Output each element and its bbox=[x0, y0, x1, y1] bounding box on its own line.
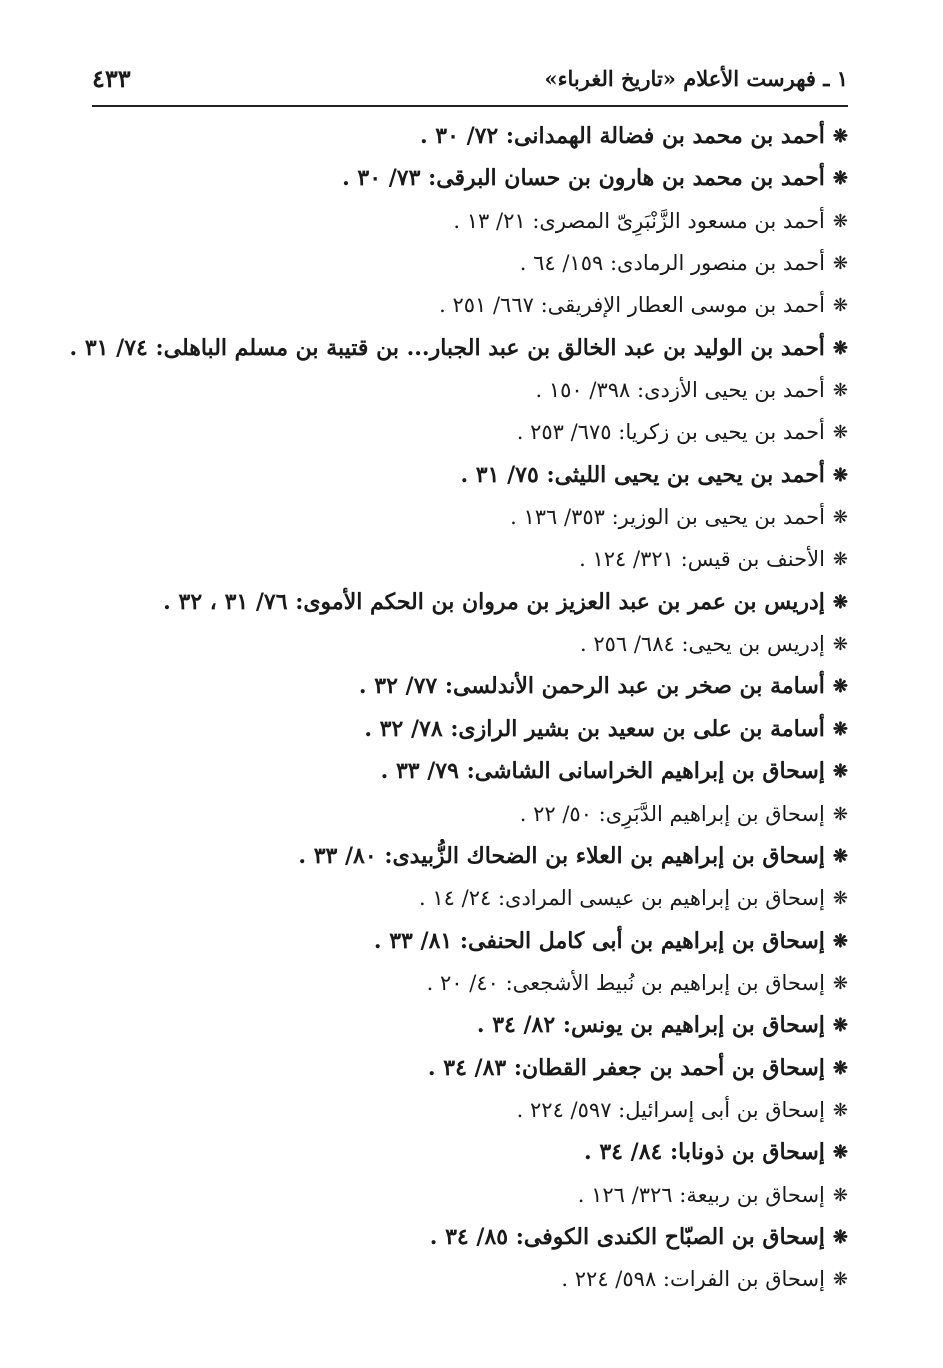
index-entry bbox=[88, 877, 848, 919]
index-entry bbox=[88, 708, 848, 750]
entry-name: إسحاق بن إبراهيم بن يونس: bbox=[562, 1012, 825, 1039]
asterisk-icon: ❋ bbox=[832, 210, 848, 232]
entry-name: إسحاق بن إبراهيم بن العلاء بن الضحاك الزُّبيدى: bbox=[384, 842, 825, 869]
entry-references: ٣٢١/ ١٢٤ . bbox=[579, 547, 674, 572]
entry-name: أحمد بن محمد بن هارون بن حسان البرقى: bbox=[428, 165, 825, 192]
asterisk-icon: ❋ bbox=[832, 253, 848, 275]
entry-name: أحمد بن مسعود الزَّنْبَرِىّ المصرى: bbox=[532, 208, 825, 233]
asterisk-icon: ❋ bbox=[832, 1269, 848, 1291]
entry-references: ٧٦/ ٣١ ، ٣٢ . bbox=[163, 588, 288, 615]
entry-references: ٧٢/ ٣٠ . bbox=[419, 123, 499, 149]
index-entry bbox=[88, 793, 848, 835]
entry-references: ٧٩/ ٣٣ . bbox=[380, 758, 459, 785]
asterisk-icon: ❋ bbox=[832, 507, 848, 529]
entry-references: ٨٠/ ٣٣ . bbox=[298, 842, 377, 869]
entry-references: ٧٥/ ٣١ . bbox=[460, 461, 539, 488]
entry-references: ٨٣/ ٣٤ . bbox=[427, 1054, 507, 1081]
index-entry bbox=[88, 1216, 848, 1258]
index-entry bbox=[88, 454, 848, 496]
entry-name: إسحاق بن ذونابا: bbox=[670, 1139, 825, 1166]
index-entry bbox=[88, 538, 848, 580]
index-entry bbox=[88, 581, 848, 623]
asterisk-icon: ❋ bbox=[832, 761, 848, 783]
page-number: ٤٣٣ bbox=[92, 64, 131, 93]
entry-references: ٨٢/ ٣٤ . bbox=[476, 1012, 556, 1039]
asterisk-icon: ❋ bbox=[832, 1184, 848, 1206]
entry-name: إسحاق بن أحمد بن جعفر القطان: bbox=[513, 1054, 825, 1081]
entry-name: إسحاق بن الصبّاح الكندى الكوفى: bbox=[515, 1223, 825, 1250]
index-entry bbox=[88, 369, 848, 411]
asterisk-icon: ❋ bbox=[832, 803, 848, 825]
entry-name: إدريس بن عمر بن عبد العزيز بن مروان بن الحكم الأموى: bbox=[295, 588, 825, 615]
entry-references: ٣٥٣/ ١٣٦ . bbox=[510, 505, 605, 530]
index-entry bbox=[88, 157, 848, 199]
index-entry bbox=[88, 496, 848, 538]
asterisk-icon: ❋ bbox=[832, 591, 848, 613]
index-entry bbox=[88, 411, 848, 453]
entry-references: ٨١/ ٣٣ . bbox=[373, 927, 453, 954]
asterisk-icon: ❋ bbox=[832, 930, 848, 952]
asterisk-icon: ❋ bbox=[832, 1057, 848, 1079]
asterisk-icon: ❋ bbox=[832, 1142, 848, 1164]
index-entry bbox=[69, 327, 848, 369]
entry-name: إدريس بن يحيى: bbox=[681, 632, 825, 657]
asterisk-icon: ❋ bbox=[832, 464, 848, 486]
entry-name: أسامة بن على بن سعيد بن بشير الرازى: bbox=[450, 715, 825, 742]
entry-name: إسحاق بن ربيعة: bbox=[679, 1182, 825, 1207]
asterisk-icon: ❋ bbox=[832, 972, 848, 994]
asterisk-icon: ❋ bbox=[832, 888, 848, 910]
entry-references: ٧٨/ ٣٢ . bbox=[364, 715, 443, 742]
entry-name: إسحاق بن إبراهيم الخراسانى الشاشى: bbox=[466, 758, 825, 785]
entry-references: ٣٢٦/ ١٢٦ . bbox=[577, 1182, 673, 1207]
asterisk-icon: ❋ bbox=[832, 337, 848, 359]
entry-name: إسحاق بن إبراهيم بن أبى كامل الحنفى: bbox=[459, 927, 825, 954]
asterisk-icon: ❋ bbox=[832, 1099, 848, 1121]
entry-references: ٥٠/ ٢٢ . bbox=[519, 801, 592, 826]
index-entry bbox=[88, 920, 848, 962]
index-entry bbox=[88, 623, 848, 665]
asterisk-icon: ❋ bbox=[832, 295, 848, 317]
entry-references: ٣٩٨/ ١٥٠ . bbox=[535, 378, 631, 403]
index-entry bbox=[88, 750, 848, 792]
entry-name: أحمد بن يحيى الأزدى: bbox=[637, 378, 825, 403]
index-entry bbox=[88, 1047, 848, 1089]
asterisk-icon: ❋ bbox=[832, 422, 848, 444]
entry-name: إسحاق بن إبراهيم بن نُبيط الأشجعى: bbox=[505, 970, 825, 995]
entry-references: ٨٥/ ٣٤ . bbox=[429, 1223, 509, 1250]
index-entry bbox=[88, 200, 848, 242]
entry-name: إسحاق بن إبراهيم الدَّبَرِى: bbox=[598, 801, 825, 826]
asterisk-icon: ❋ bbox=[832, 845, 848, 867]
entry-references: ٤٠/ ٢٠ . bbox=[426, 970, 499, 995]
asterisk-icon: ❋ bbox=[832, 634, 848, 656]
index-entry bbox=[88, 1089, 848, 1131]
index-entry bbox=[88, 115, 848, 157]
asterisk-icon: ❋ bbox=[832, 168, 848, 190]
entry-references: ٢١/ ١٣ . bbox=[453, 208, 526, 233]
index-entry bbox=[88, 962, 848, 1004]
index-entry bbox=[88, 1258, 848, 1300]
entry-references: ٦٨٤/ ٢٥٦ . bbox=[579, 632, 675, 657]
asterisk-icon: ❋ bbox=[832, 126, 848, 147]
index-entries bbox=[69, 115, 848, 1301]
entry-name: أحمد بن منصور الرمادى: bbox=[609, 251, 825, 276]
index-entry bbox=[88, 284, 848, 326]
asterisk-icon: ❋ bbox=[832, 1015, 848, 1037]
index-entry bbox=[88, 665, 848, 707]
entry-name: أحمد بن الوليد بن عبد الخالق بن عبد الجبار... بن قتيبة بن مسلم الباهلى: bbox=[155, 334, 825, 361]
index-entry bbox=[88, 242, 848, 284]
entry-references: ٧٣/ ٣٠ . bbox=[342, 165, 421, 192]
entry-name: أحمد بن يحيى بن يحيى الليثى: bbox=[546, 461, 825, 488]
entry-name: أحمد بن يحيى بن زكريا: bbox=[618, 420, 825, 445]
entry-name: إسحاق بن أبى إسرائيل: bbox=[618, 1097, 825, 1122]
entry-references: ٦٧٥/ ٢٥٣ . bbox=[516, 420, 612, 445]
entry-name: إسحاق بن إبراهيم بن عيسى المرادى: bbox=[497, 886, 825, 911]
entry-name: أسامة بن صخر بن عبد الرحمن الأندلسى: bbox=[444, 673, 825, 700]
index-entry bbox=[88, 1174, 848, 1216]
entry-references: ١٥٩/ ٦٤ . bbox=[519, 251, 604, 276]
entry-references: ٨٤/ ٣٤ . bbox=[584, 1139, 663, 1166]
entry-name: إسحاق بن الفرات: bbox=[662, 1267, 825, 1292]
entry-references: ٥٩٧/ ٢٢٤ . bbox=[516, 1097, 612, 1122]
asterisk-icon: ❋ bbox=[832, 549, 848, 571]
asterisk-icon: ❋ bbox=[832, 1226, 848, 1248]
index-entry bbox=[88, 835, 848, 877]
asterisk-icon: ❋ bbox=[832, 380, 848, 402]
entry-references: ٥٩٨/ ٢٢٤ . bbox=[561, 1267, 657, 1292]
entry-references: ٧٤/ ٣١ . bbox=[69, 334, 148, 361]
entry-references: ٧٧/ ٣٢ . bbox=[358, 673, 438, 700]
index-entry bbox=[88, 1004, 848, 1046]
entry-name: أحمد بن موسى العطار الإفريقى: bbox=[540, 293, 825, 318]
entry-name: الأحنف بن قيس: bbox=[680, 547, 825, 572]
asterisk-icon: ❋ bbox=[832, 718, 848, 740]
entry-references: ٢٤/ ١٤ . bbox=[419, 886, 492, 911]
header-rule bbox=[92, 105, 848, 107]
index-entry bbox=[88, 1131, 848, 1173]
running-title: ١ ـ فهرست الأعلام «تاريخ الغرباء» bbox=[544, 66, 848, 91]
entry-name: أحمد بن محمد بن فضالة الهمدانى: bbox=[505, 123, 825, 149]
running-head bbox=[92, 62, 848, 98]
asterisk-icon: ❋ bbox=[832, 676, 848, 698]
entry-references: ٦٦٧/ ٢٥١ . bbox=[439, 293, 534, 318]
entry-name: أحمد بن يحيى بن الوزير: bbox=[611, 505, 825, 530]
